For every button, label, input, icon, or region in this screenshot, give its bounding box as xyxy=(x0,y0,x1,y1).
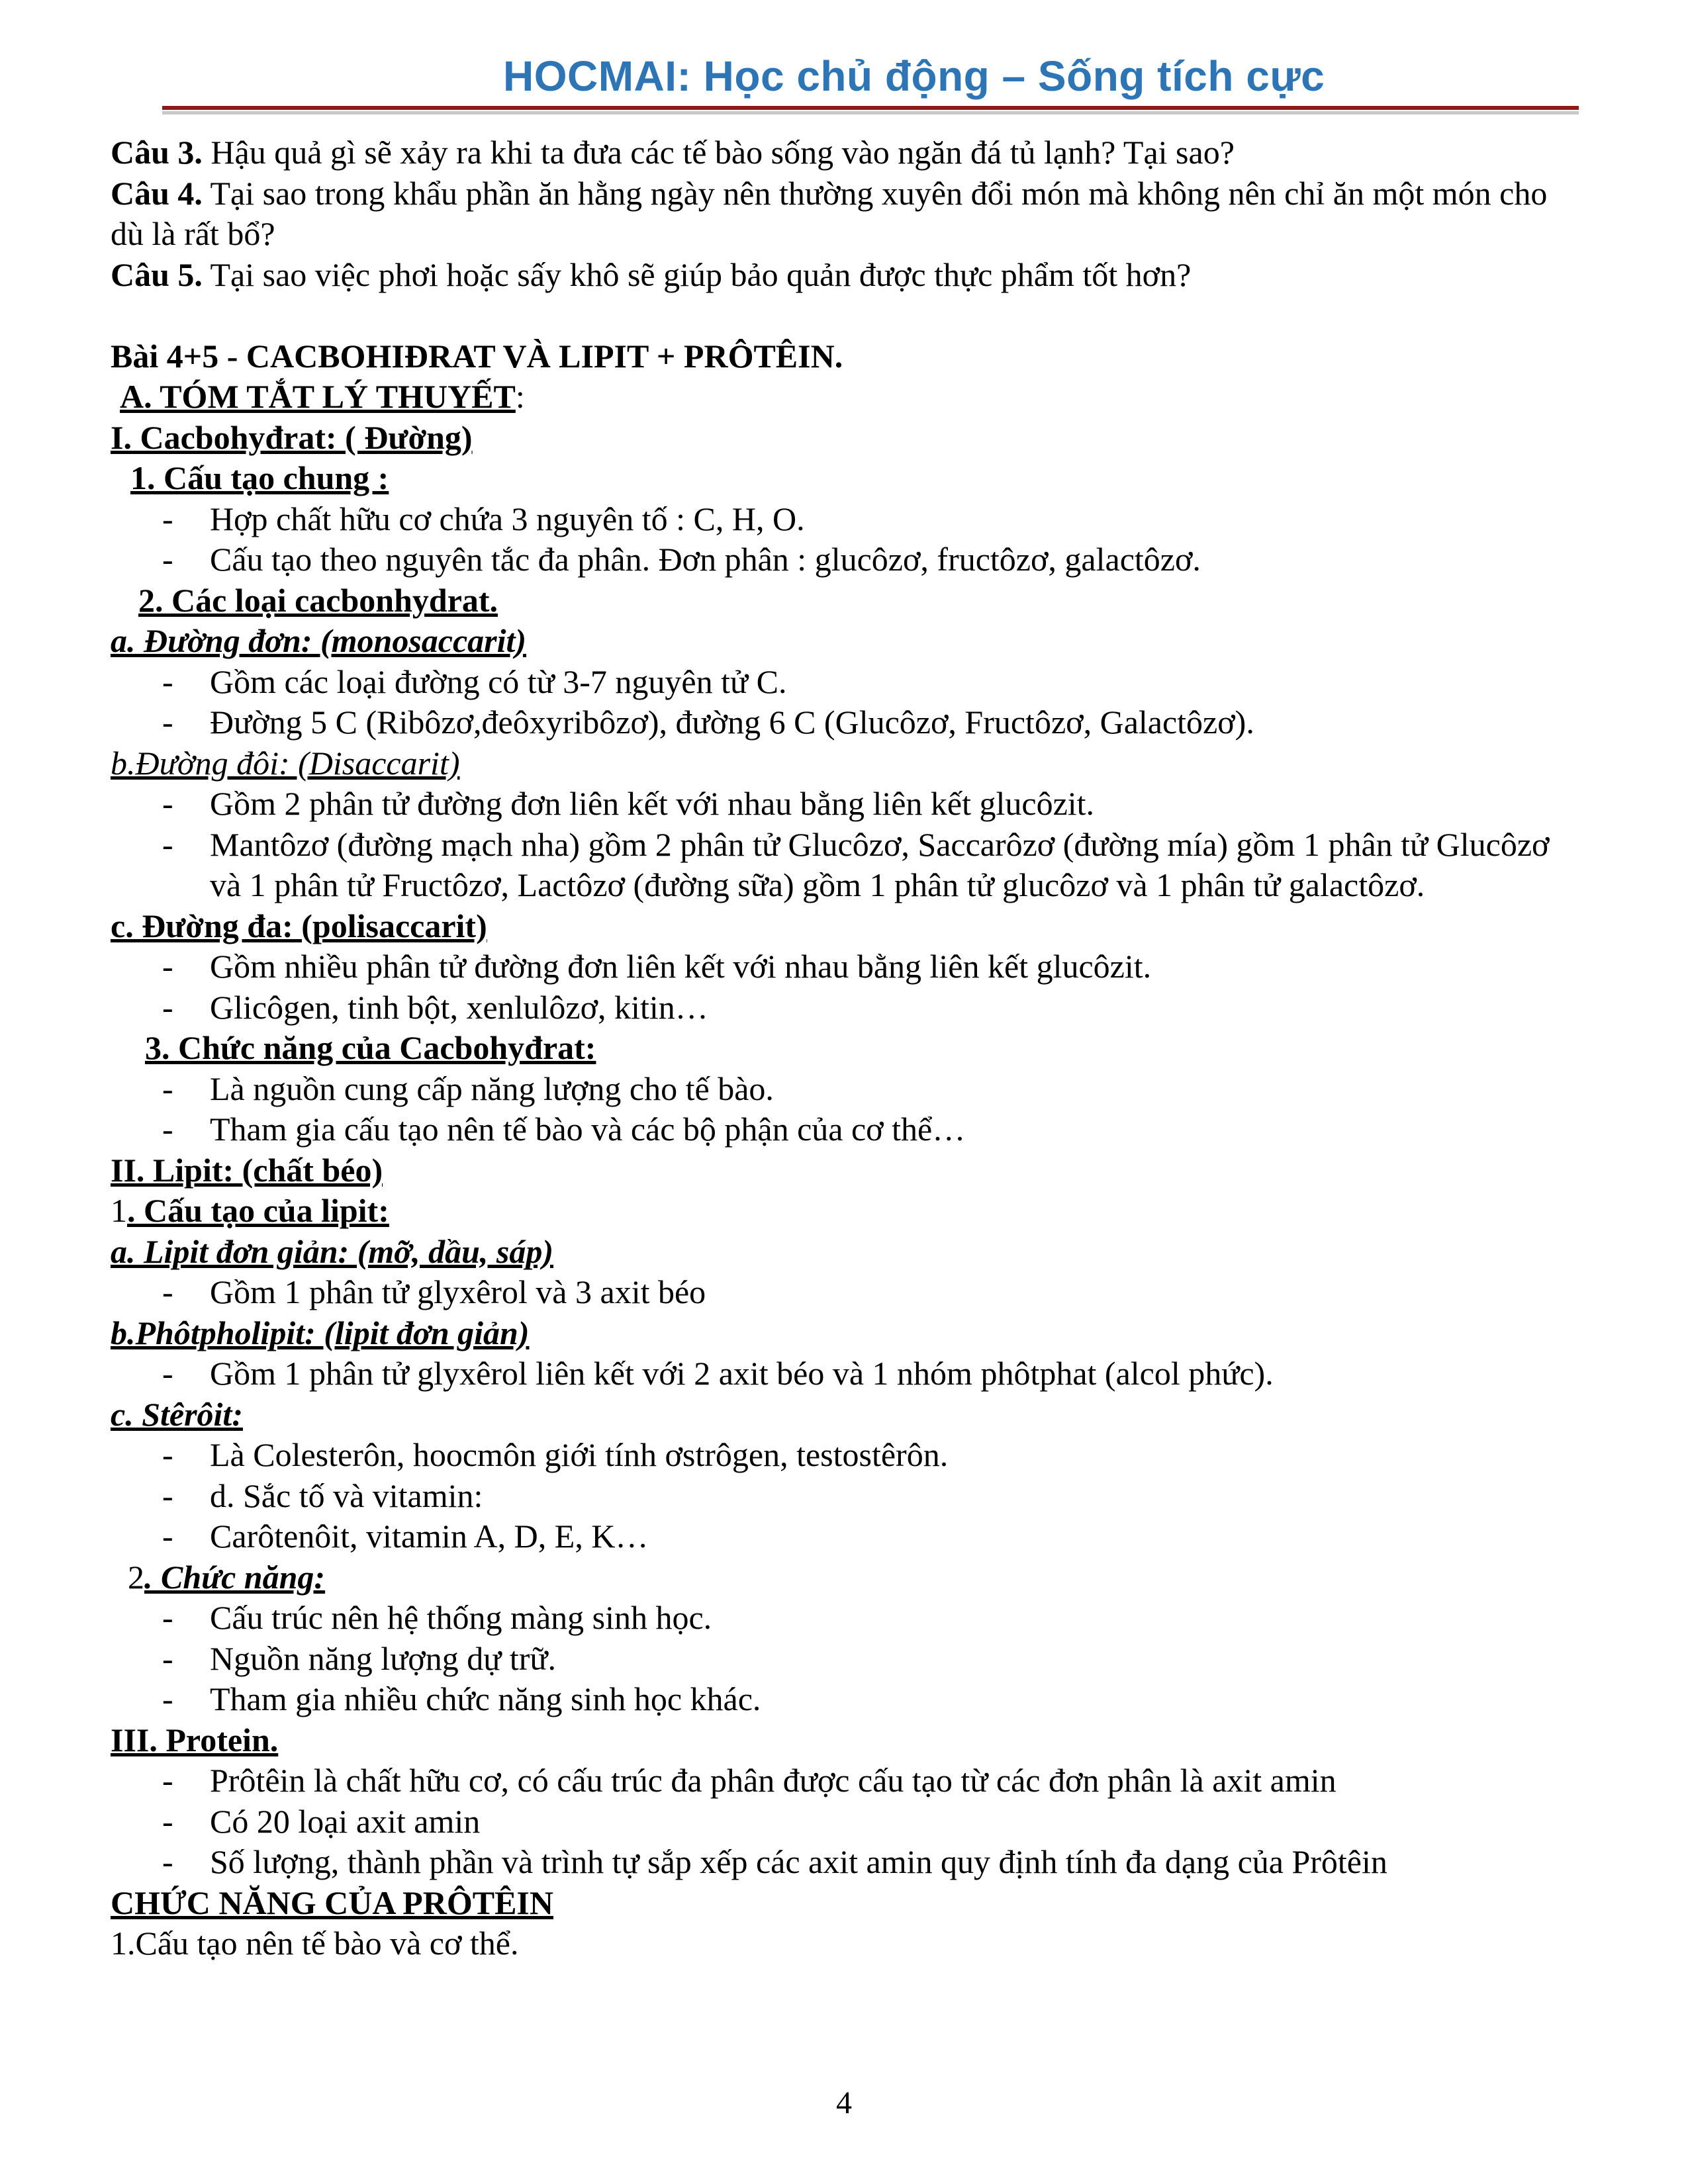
list-item-text: Tham gia nhiều chức năng sinh học khác. xyxy=(210,1680,761,1717)
question-4 xyxy=(111,173,1554,255)
list-item-text: Carôtenôit, vitamin A, D, E, K… xyxy=(210,1518,649,1555)
bullet-dash: - xyxy=(162,500,173,537)
list-item-text: Là Colesterôn, hoocmôn giới tính ơstrôgen, testostêrôn. xyxy=(210,1436,949,1473)
theory-heading: A. TÓM TẮT LÝ THUYẾT xyxy=(120,378,516,415)
list-item-text: Hợp chất hữu cơ chứa 3 nguyên tố : C, H, O. xyxy=(210,500,805,537)
question-text: Tại sao việc phơi hoặc sấy khô sẽ giúp bảo quản được thực phẩm tốt hơn? xyxy=(202,255,1192,293)
section-1-title: I. Cacbohyđrat: ( Đường) xyxy=(111,418,473,456)
protein-function-item: 1.Cấu tạo nên tế bào và cơ thể. xyxy=(111,1925,519,1962)
list-item-text: Nguồn năng lượng dự trữ. xyxy=(210,1639,556,1677)
phospholipid-title: b.Phôtpholipit: (lipit đơn giản) xyxy=(111,1314,530,1351)
question-label: Câu 5. xyxy=(111,255,203,293)
lesson-title: Bài 4+5 - CACBOHIĐRAT VÀ LIPIT + PRÔTÊIN. xyxy=(111,337,843,375)
section-1-sub3-title: 3. Chức năng của Cacbohyđrat: xyxy=(145,1029,596,1066)
document-body xyxy=(111,132,1554,1964)
list-item-text: Mantôzơ (đường mạch nha) gồm 2 phân tử Glucôzơ, Saccarôzơ (đường mía) gồm 1 phân tử Glucôzơ và 1 phân tử Fructôzơ, Lactôzơ (đường sữa) gồm 1 phân tử glucôzơ và 1 phân tử galactôzơ. xyxy=(210,825,1550,903)
bullet-dash: - xyxy=(162,541,173,578)
list-item xyxy=(111,1476,1554,1517)
list-item-text: Gồm nhiều phân tử đường đơn liên kết với nhau bằng liên kết glucôzit. xyxy=(210,948,1152,985)
list-item xyxy=(111,946,1554,987)
protein-functions-title: CHỨC NĂNG CỦA PRÔTÊIN xyxy=(111,1884,553,1921)
bullet-dash: - xyxy=(162,988,173,1026)
bullet-dash: - xyxy=(162,1111,173,1148)
list-item-text: Prôtêin là chất hữu cơ, có cấu trúc đa phân được cấu tạo từ các đơn phân là axit amin xyxy=(210,1762,1336,1799)
bullet-dash: - xyxy=(162,1802,173,1840)
bullet-dash: - xyxy=(162,1843,173,1880)
list-item xyxy=(111,1069,1554,1110)
theory-heading-line xyxy=(111,377,1554,418)
list-item-text: Gồm các loại đường có từ 3-7 nguyên tử C. xyxy=(210,662,787,700)
page-number: 4 xyxy=(836,2085,852,2120)
bullet-dash: - xyxy=(162,948,173,985)
disaccarit-title: b.Đường đôi: (Disaccarit) xyxy=(111,744,460,782)
list-item-text: Số lượng, thành phần và trình tự sắp xếp các axit amin quy định tính đa dạng của Prôtêin xyxy=(210,1843,1387,1880)
spacer xyxy=(111,295,1554,336)
section-2-sub2-number: 2 xyxy=(128,1558,144,1596)
section-1-sub1-line xyxy=(111,458,1554,499)
theory-colon: : xyxy=(515,378,525,415)
list-item xyxy=(111,1679,1554,1720)
section-2-sub1-number: 1 xyxy=(111,1192,127,1229)
list-item-text: Cấu trúc nên hệ thống màng sinh học. xyxy=(210,1599,712,1636)
bullet-dash: - xyxy=(162,1680,173,1717)
list-item-text: Là nguồn cung cấp năng lượng cho tế bào. xyxy=(210,1069,774,1107)
list-item xyxy=(111,1272,1554,1313)
question-text: Hậu quả gì sẽ xảy ra khi ta đưa các tế bào sống vào ngăn đá tủ lạnh? Tại sao? xyxy=(202,134,1235,171)
section-1-sub3-line xyxy=(111,1028,1554,1069)
header-title: HOCMAI: Học chủ động – Sống tích cực xyxy=(503,52,1325,100)
bullet-dash: - xyxy=(162,1069,173,1107)
list-item-text: Glicôgen, tinh bột, xenlulôzơ, kitin… xyxy=(210,988,708,1026)
bullet-dash: - xyxy=(162,1436,173,1473)
bullet-dash: - xyxy=(162,704,173,741)
list-item xyxy=(111,499,1554,540)
list-item-text: Gồm 1 phân tử glyxêrol và 3 axit béo xyxy=(210,1273,706,1310)
bullet-dash: - xyxy=(162,1518,173,1555)
list-item xyxy=(111,1842,1554,1883)
list-item-text: d. Sắc tố và vitamin: xyxy=(210,1477,483,1514)
question-3 xyxy=(111,132,1554,173)
steroid-title: c. Stêrôit: xyxy=(111,1395,243,1433)
bullet-dash: - xyxy=(162,1273,173,1310)
section-1-sub2-line xyxy=(111,580,1554,621)
question-label: Câu 3. xyxy=(111,134,203,171)
question-text: Tại sao trong khẩu phần ăn hằng ngày nên thường xuyên đổi món mà không nên chỉ ăn một món cho dù là rất bổ? xyxy=(111,174,1548,252)
bullet-dash: - xyxy=(162,1639,173,1677)
list-item-text: Tham gia cấu tạo nên tế bào và các bộ phận của cơ thể… xyxy=(210,1111,966,1148)
section-2-sub1-title: . Cấu tạo của lipit: xyxy=(127,1192,389,1229)
list-item xyxy=(111,1760,1554,1801)
list-item xyxy=(111,784,1554,825)
list-item-text: Cấu tạo theo nguyên tắc đa phân. Đơn phân : glucôzơ, fructôzơ, galactôzơ. xyxy=(210,541,1201,578)
list-item xyxy=(111,987,1554,1028)
section-1-sub2-title: 2. Các loại cacbonhydrat. xyxy=(138,581,498,619)
list-item-text: Đường 5 C (Ribôzơ,đeôxyribôzơ), đường 6 C (Glucôzơ, Fructôzơ, Galactôzơ). xyxy=(210,704,1254,741)
question-5 xyxy=(111,255,1554,296)
list-item xyxy=(111,1353,1554,1394)
monosaccarit-title: a. Đường đơn: (monosaccarit) xyxy=(111,622,527,659)
list-item-text: Có 20 loại axit amin xyxy=(210,1802,481,1840)
list-item-text: Gồm 2 phân tử đường đơn liên kết với nhau bằng liên kết glucôzit. xyxy=(210,785,1095,822)
bullet-dash: - xyxy=(162,1477,173,1514)
list-item xyxy=(111,1639,1554,1680)
list-item xyxy=(111,1435,1554,1476)
section-1-sub1-title: 1. Cấu tạo chung : xyxy=(130,459,389,496)
question-label: Câu 4. xyxy=(111,174,203,212)
list-item xyxy=(111,662,1554,703)
bullet-dash: - xyxy=(162,1762,173,1799)
section-2-sub1-line xyxy=(111,1191,1554,1232)
section-2-sub2-title: . Chức năng: xyxy=(144,1558,326,1596)
bullet-dash: - xyxy=(162,825,173,863)
section-2-title: II. Lipit: (chất béo) xyxy=(111,1151,383,1189)
list-item xyxy=(111,702,1554,743)
bullet-dash: - xyxy=(162,1599,173,1636)
list-item xyxy=(111,539,1554,580)
list-item xyxy=(111,1516,1554,1557)
list-item xyxy=(111,1598,1554,1639)
bullet-dash: - xyxy=(162,785,173,822)
list-item-text: Gồm 1 phân tử glyxêrol liên kết với 2 axit béo và 1 nhóm phôtphat (alcol phức). xyxy=(210,1355,1274,1392)
header-rule xyxy=(162,106,1579,116)
simple-lipid-title: a. Lipit đơn giản: (mỡ, dầu, sáp) xyxy=(111,1232,553,1270)
list-item xyxy=(111,825,1554,906)
section-3-title: III. Protein. xyxy=(111,1721,279,1758)
bullet-dash: - xyxy=(162,1355,173,1392)
list-item xyxy=(111,1109,1554,1150)
list-item xyxy=(111,1801,1554,1843)
polisaccarit-title: c. Đường đa: (polisaccarit) xyxy=(111,907,487,944)
section-2-sub2-line xyxy=(111,1557,1554,1598)
bullet-dash: - xyxy=(162,662,173,700)
